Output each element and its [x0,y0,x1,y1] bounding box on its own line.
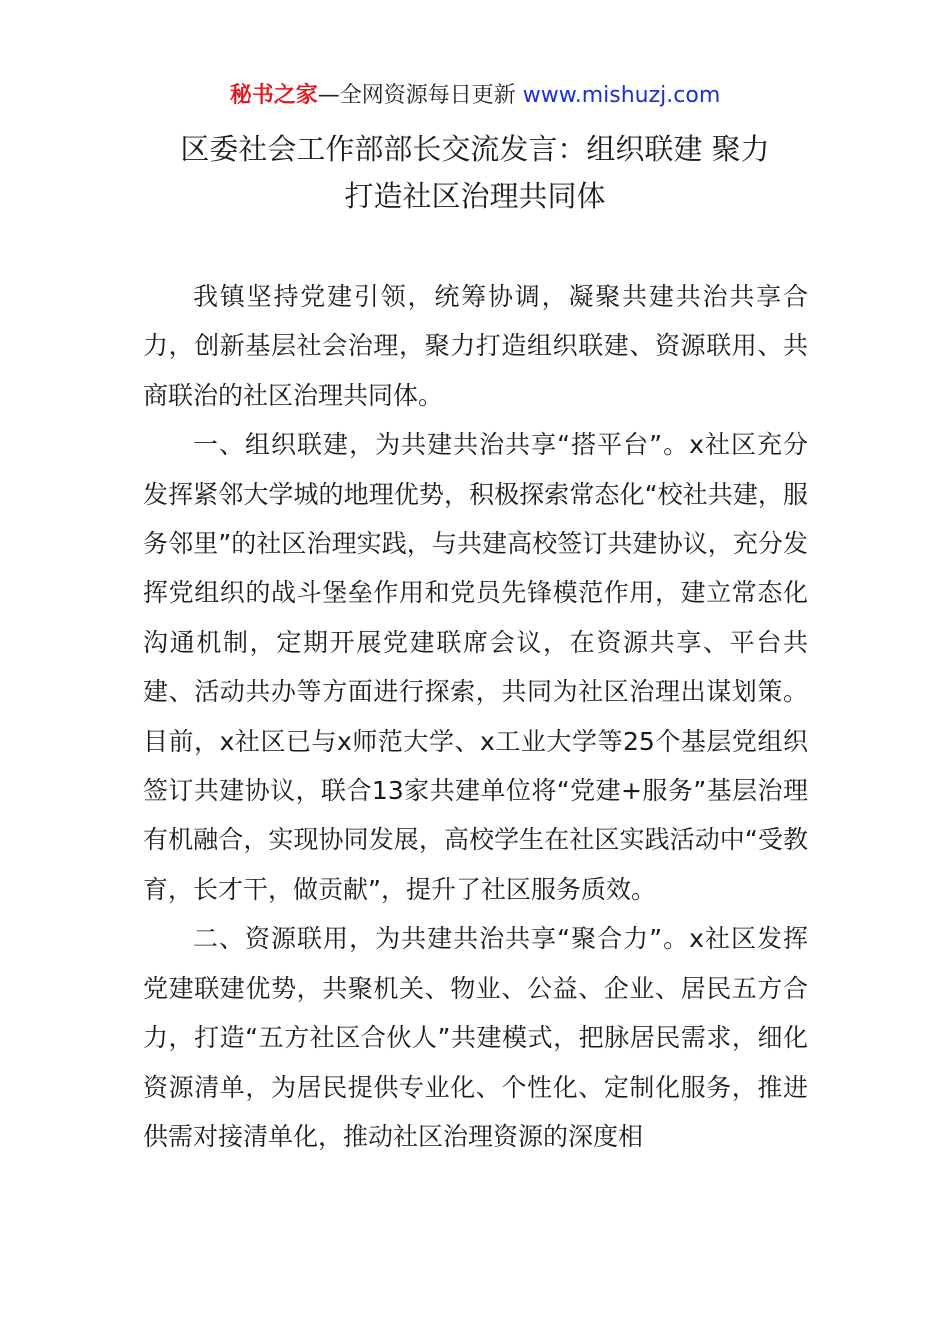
document-title [120,126,830,220]
site-name: 秘书之家 [229,83,318,108]
paragraph-intro: 我镇坚持党建引领，统筹协调，凝聚共建共治共享合力，创新基层社会治理，聚力打造组织联建、资源联用、共商联治的社区治理共同体。 [143,282,808,410]
paragraph-section-2: 二、资源联用，为共建共治共享“聚合力”。x社区发挥党建联建优势，共聚机关、物业、公益、企业、居民五方合力，打造“五方社区合伙人”共建模式，把脉居民需求，细化资源清单，为居民提供专业化、个性化、定制化服务，推进供需对接清单化，推动社区治理资源的深度相 [143,924,808,1151]
site-url-link[interactable]: www.mishuzj.com [522,83,721,108]
site-header [0,80,950,112]
document-title-line-2: 打造社区治理共同体 [344,179,606,213]
document-body [143,272,808,1161]
paragraph-section-1: 一、组织联建，为共建共治共享“搭平台”。x社区充分发挥紧邻大学城的地理优势，积极探索常态化“校社共建，服务邻里”的社区治理实践，与共建高校签订共建协议，充分发挥党组织的战斗堡垒作用和党员先锋模范作用，建立常态化沟通机制，定期开展党建联席会议，在资源共享、平台共建、活动共办等方面进行探索，共同为社区治理出谋划策。目前，x社区已与x师范大学、x工业大学等25个基层党组织签订共建协议，联合13家共建单位将“党建+服务”基层治理有机融合，实现协同发展，高校学生在社区实践活动中“受教育，长才干，做贡献”，提升了社区服务质效。 [143,430,808,904]
site-tagline: —全网资源每日更新 [317,83,523,108]
document-title-line-1: 区委社会工作部部长交流发言：组织联建 聚力 [180,132,770,166]
